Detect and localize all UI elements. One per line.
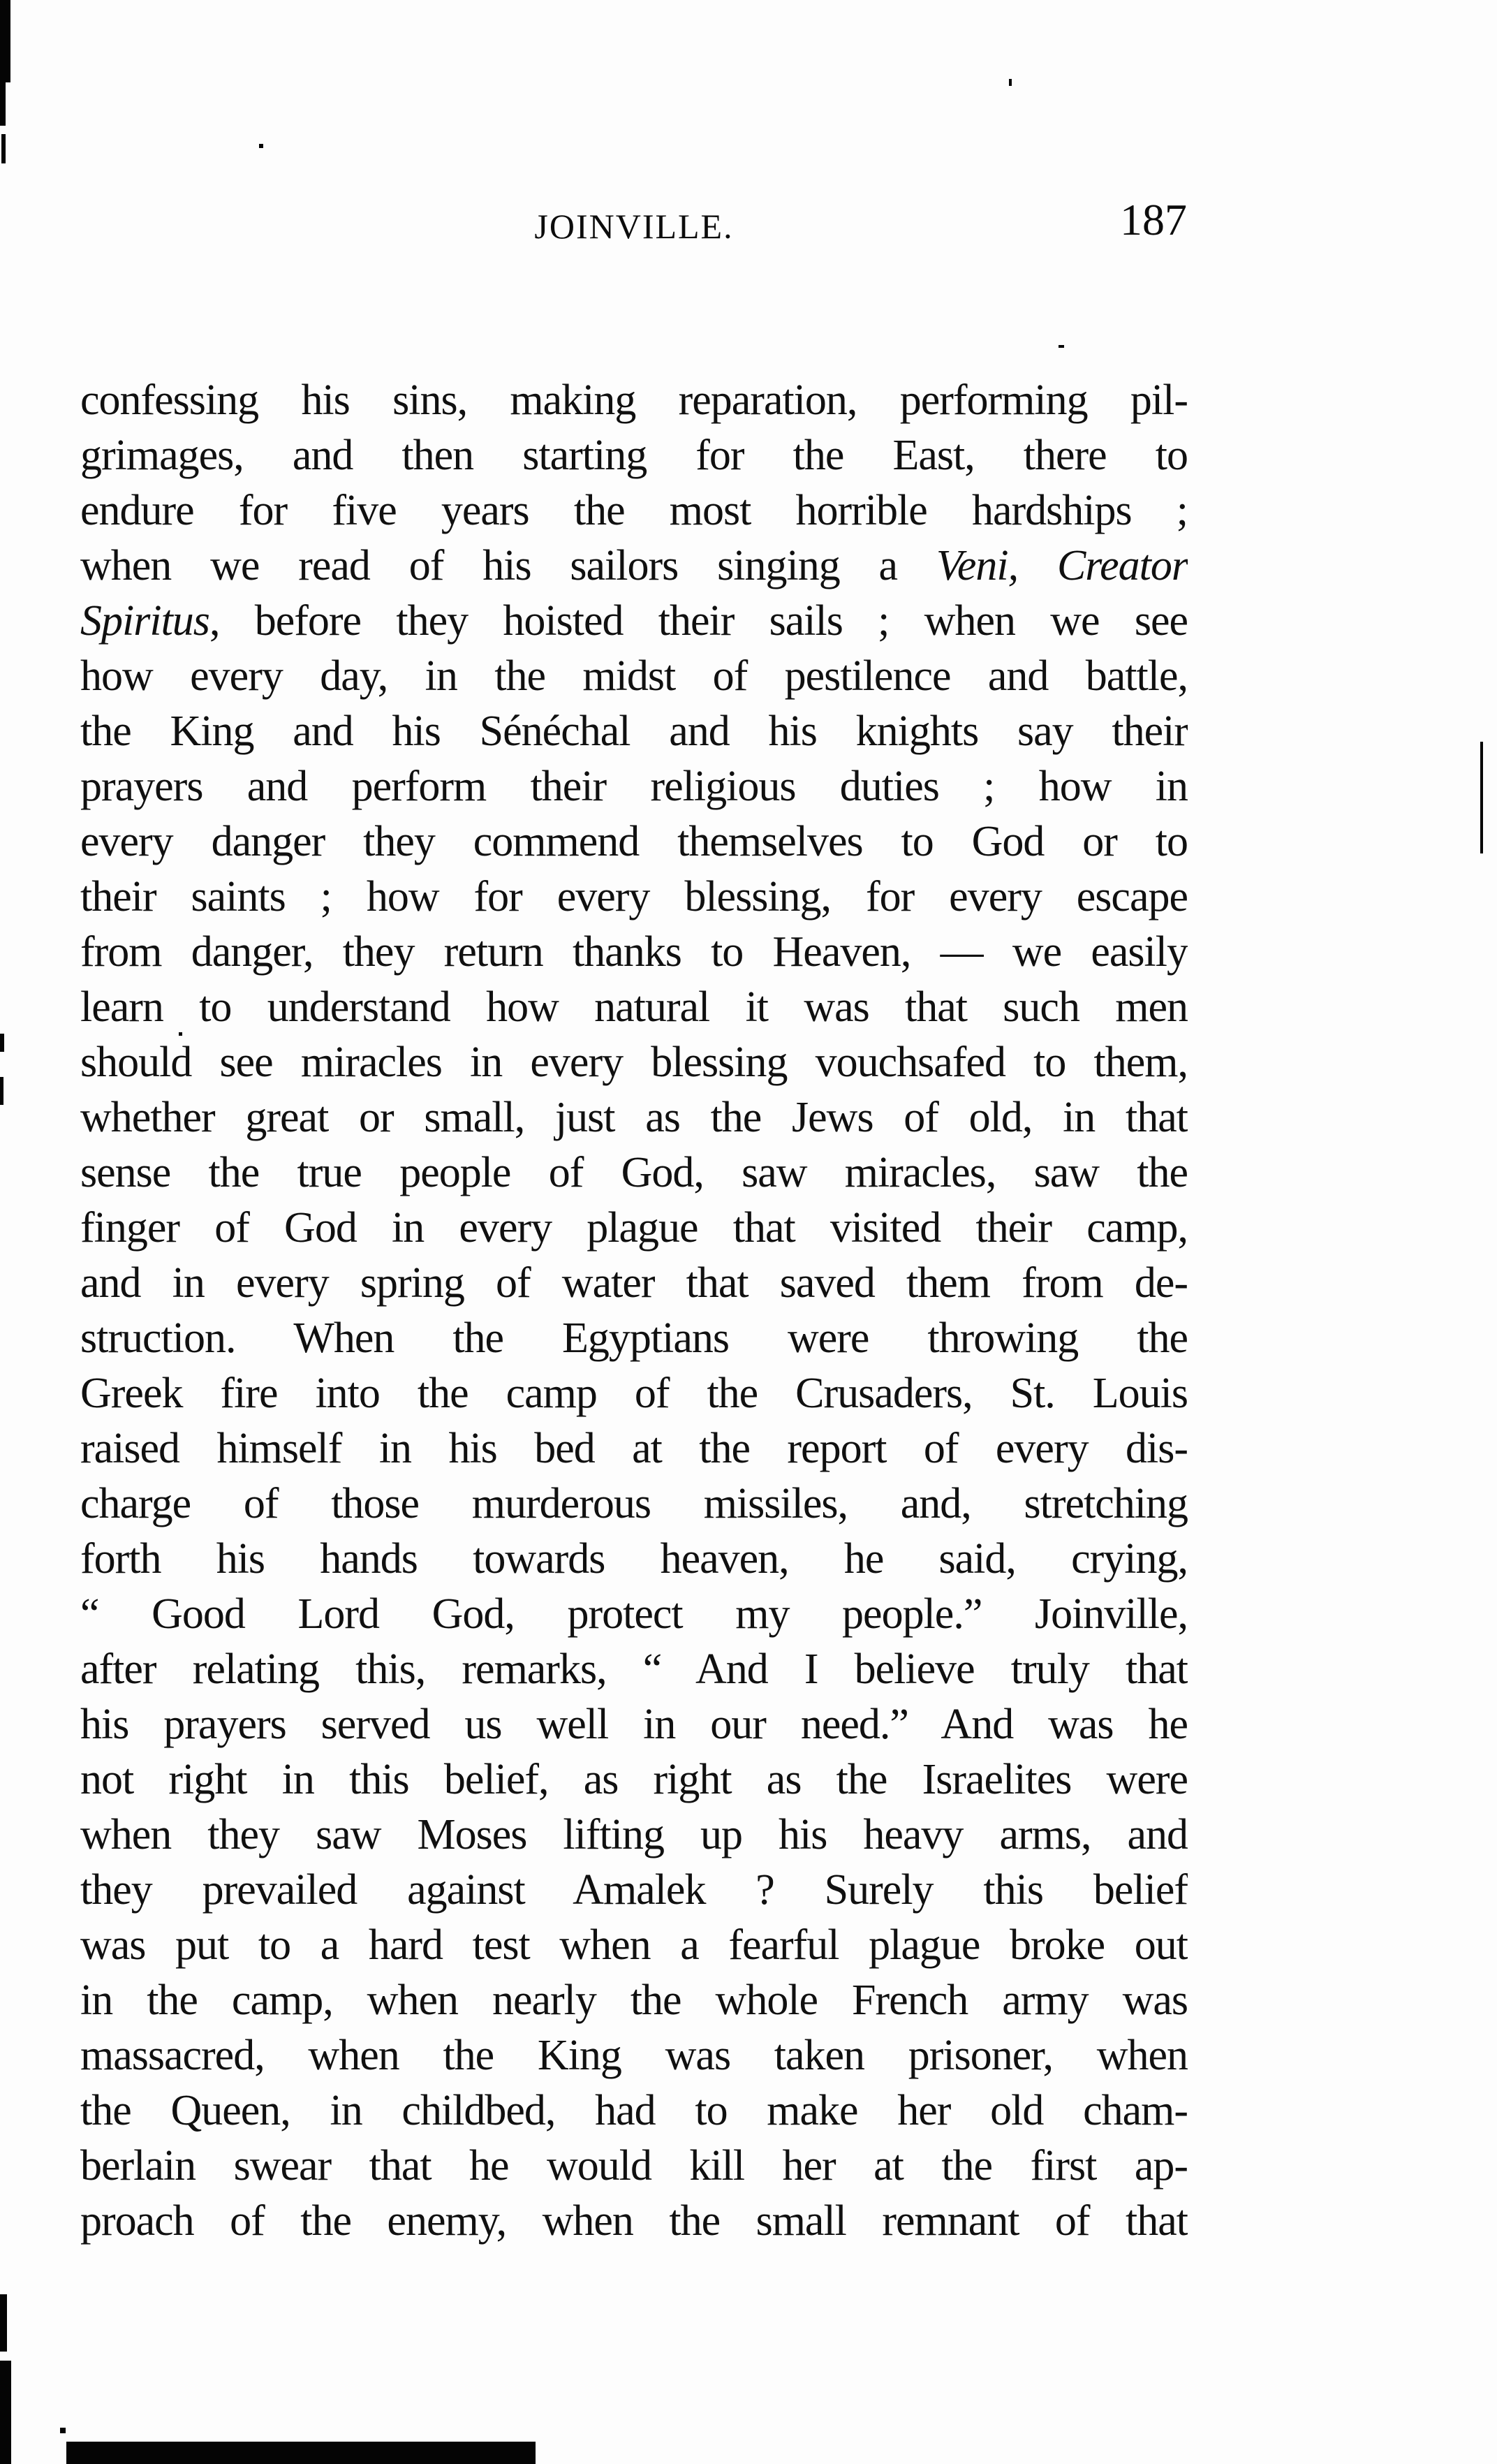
- text-line: [80, 1642, 1188, 1697]
- text-segment: charge of those murderous missiles, and, stretching: [80, 1480, 1188, 1527]
- text-segment: massacred, when the King was taken prisoner, when: [80, 2032, 1188, 2079]
- text-line: [80, 1256, 1188, 1311]
- text-segment: berlain swear that he would kill her at the first ap-: [80, 2142, 1188, 2190]
- text-segment: his prayers served us well in our need.” And was he: [80, 1701, 1188, 1748]
- text-line: [80, 649, 1188, 704]
- text-segment: and in every spring of water that saved them from de-: [80, 1259, 1188, 1307]
- text-line: [80, 428, 1188, 483]
- text-segment: the Queen, in childbed, had to make her old cham-: [80, 2087, 1188, 2134]
- text-line: [80, 1973, 1188, 2028]
- text-segment: finger of God in every plague that visited their camp,: [80, 1204, 1188, 1252]
- text-line: [80, 2139, 1188, 2194]
- text-line: [80, 925, 1188, 980]
- text-segment: Greek fire into the camp of the Crusaders, St. Louis: [80, 1370, 1188, 1417]
- running-header-title: JOINVILLE.: [534, 207, 734, 246]
- scan-artifact-left-edge-bottom2: [0, 2361, 11, 2464]
- text-segment: the King and his Sénéchal and his knights say their: [80, 707, 1188, 755]
- text-segment: in the camp, when nearly the whole French army was: [80, 1977, 1188, 2024]
- text-line: [80, 1807, 1188, 1863]
- text-line: [80, 483, 1188, 538]
- text-segment: prayers and perform their religious duties ; how in: [80, 763, 1188, 810]
- text-line: [80, 759, 1188, 814]
- italic-text-segment: Veni, Creator: [936, 542, 1188, 589]
- text-line: [80, 1697, 1188, 1752]
- text-line: [80, 1145, 1188, 1201]
- text-line: [80, 814, 1188, 870]
- text-segment: confessing his sins, making reparation, performing pil-: [80, 376, 1188, 424]
- text-line: [80, 1201, 1188, 1256]
- text-line: [80, 2028, 1188, 2083]
- text-segment: whether great or small, just as the Jews of old, in that: [80, 1094, 1188, 1141]
- scan-artifact-left-edge-top3: [1, 134, 6, 163]
- text-line: [80, 980, 1188, 1035]
- text-line: [80, 2194, 1188, 2249]
- scan-artifact-left-edge-mid1: [0, 1034, 4, 1052]
- italic-text-segment: Spiritus: [80, 597, 209, 645]
- text-line: [80, 538, 1188, 594]
- text-segment: they prevailed against Amalek ? Surely this belief: [80, 1866, 1188, 1914]
- text-segment: raised himself in his bed at the report of every dis-: [80, 1425, 1188, 1472]
- text-segment: endure for five years the most horrible hardships ;: [80, 487, 1188, 534]
- text-line: [80, 704, 1188, 759]
- text-line: [80, 870, 1188, 925]
- text-line: [80, 1035, 1188, 1090]
- scan-artifact-speck-5: [60, 2428, 66, 2433]
- body-text: [80, 373, 1188, 2249]
- text-segment: grimages, and then starting for the East, there to: [80, 432, 1188, 479]
- text-segment: every danger they commend themselves to God or to: [80, 818, 1188, 865]
- scan-artifact-speck-2: [1059, 345, 1064, 348]
- text-segment: their saints ; how for every blessing, for every escape: [80, 873, 1188, 921]
- scan-artifact-left-edge-mid2: [0, 1077, 3, 1105]
- text-line: [80, 1366, 1188, 1421]
- scan-artifact-left-edge-top: [0, 0, 10, 82]
- text-line: [80, 1918, 1188, 1973]
- scan-artifact-speck-3: [1009, 79, 1012, 86]
- text-line: [80, 1752, 1188, 1807]
- text-segment: was put to a hard test when a fearful plague broke out: [80, 1921, 1188, 1969]
- text-line: [80, 1476, 1188, 1532]
- text-line: [80, 1090, 1188, 1145]
- text-line: [80, 1311, 1188, 1366]
- text-line: [80, 1863, 1188, 1918]
- text-segment: when they saw Moses lifting up his heavy arms, and: [80, 1811, 1188, 1858]
- text-line: [80, 1421, 1188, 1476]
- text-segment: from danger, they return thanks to Heaven, — we easily: [80, 928, 1188, 976]
- text-line: [80, 594, 1188, 649]
- text-line: [80, 1587, 1188, 1642]
- scan-artifact-right-edge-line: [1480, 742, 1483, 853]
- text-segment: learn to understand how natural it was that such men: [80, 983, 1188, 1031]
- text-line: [80, 2083, 1188, 2139]
- text-segment: struction. When the Egyptians were throwing the: [80, 1314, 1188, 1362]
- text-segment: not right in this belief, as right as the Israelites were: [80, 1756, 1188, 1803]
- text-segment: proach of the enemy, when the small remnant of that: [80, 2197, 1188, 2245]
- text-segment: should see miracles in every blessing vouchsafed to them,: [80, 1039, 1188, 1086]
- scan-artifact-speck-1: [259, 144, 263, 148]
- text-line: [80, 1532, 1188, 1587]
- text-segment: sense the true people of God, saw miracles, saw the: [80, 1149, 1188, 1196]
- scan-artifact-speck-4: [179, 1032, 182, 1036]
- scan-artifact-left-edge-top2: [0, 82, 6, 126]
- text-segment: when we read of his sailors singing a: [80, 542, 936, 589]
- scan-artifact-bottom-bar: [66, 2442, 536, 2464]
- page-number: 187: [1120, 195, 1187, 244]
- text-segment: how every day, in the midst of pestilence and battle,: [80, 652, 1188, 700]
- text-segment: , before they hoisted their sails ; when we see: [209, 597, 1188, 645]
- scan-artifact-left-edge-bottom1: [0, 2294, 7, 2352]
- text-segment: after relating this, remarks, “ And I believe truly that: [80, 1645, 1188, 1693]
- text-segment: forth his hands towards heaven, he said, crying,: [80, 1535, 1188, 1583]
- text-line: [80, 373, 1188, 428]
- text-segment: “ Good Lord God, protect my people.” Joinville,: [80, 1590, 1188, 1638]
